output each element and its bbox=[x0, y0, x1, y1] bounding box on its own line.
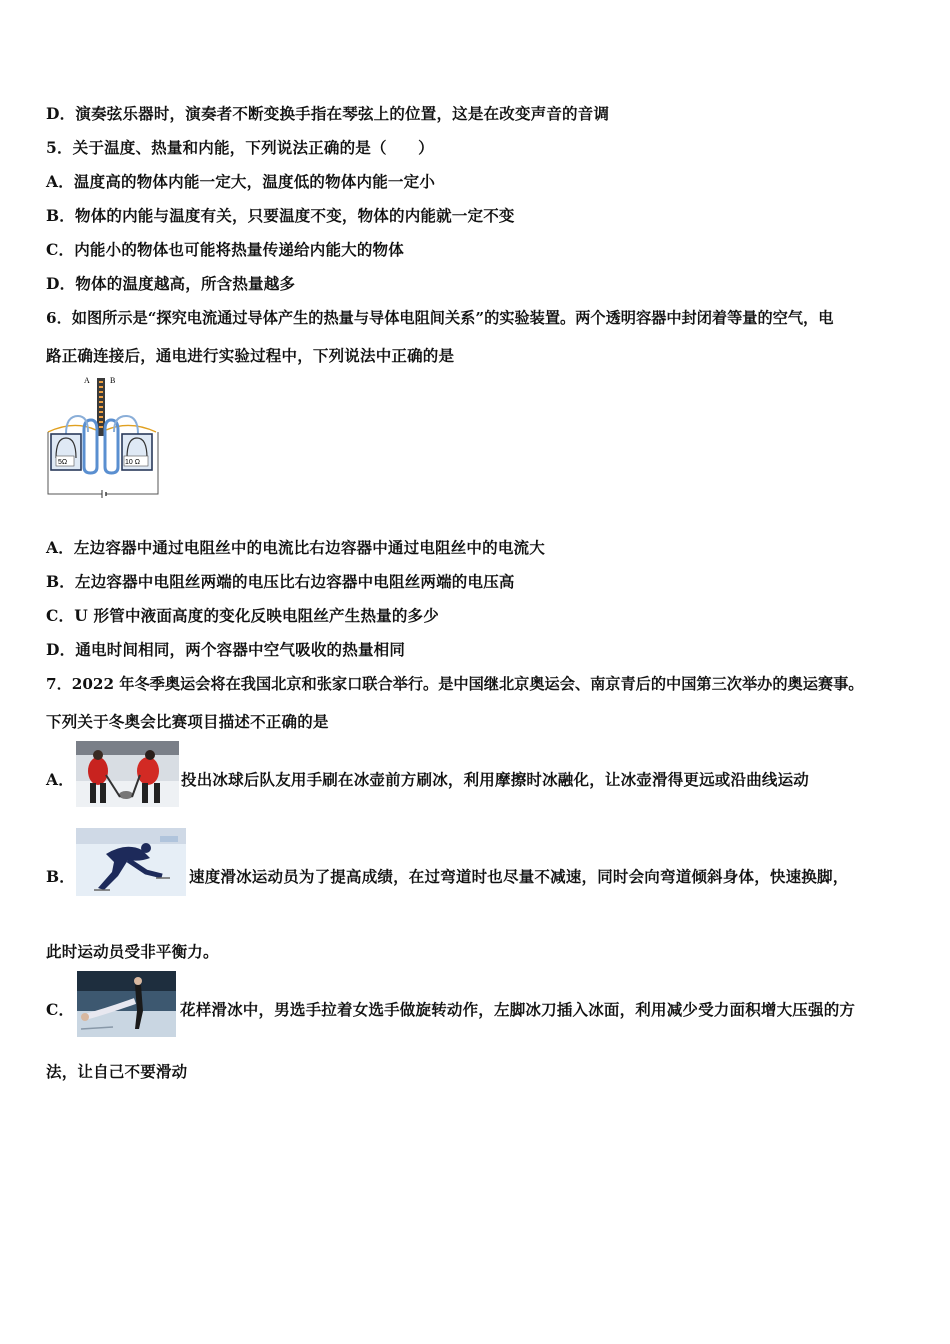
q5-stem: 5．关于温度、热量和内能，下列说法正确的是（ ） bbox=[46, 138, 434, 157]
tube-label-b: B bbox=[110, 376, 116, 385]
q6-option-b: B．左边容器中电阻丝两端的电压比右边容器中电阻丝两端的电压高 bbox=[46, 572, 515, 591]
tube-label-a: A bbox=[84, 376, 90, 385]
resistor-5-label: 5Ω bbox=[58, 459, 68, 466]
q7-option-c-label: C． bbox=[46, 1000, 75, 1019]
speed-skating-photo bbox=[76, 828, 186, 896]
q4-option-d: D．演奏弦乐器时，演奏者不断变换手指在琴弦上的位置，这是在改变声音的音调 bbox=[46, 104, 610, 123]
q7-option-a-label: A． bbox=[46, 770, 74, 789]
resistor-10-label: 10 Ω bbox=[125, 459, 140, 466]
q6-option-c: C．U 形管中液面高度的变化反映电阻丝产生热量的多少 bbox=[46, 606, 439, 625]
q7-option-a-text: 投出冰球后队友用手刷在冰壶前方刷冰，利用摩擦时冰融化，让冰壶滑得更远或沿曲线运动 bbox=[181, 770, 810, 789]
q5-option-b: B．物体的内能与温度有关，只要温度不变，物体的内能就一定不变 bbox=[46, 206, 515, 225]
q7-option-b-text: 速度滑冰运动员为了提高成绩，在过弯道时也尽量不减速，同时会向弯道倾斜身体，快速换脚， bbox=[189, 867, 849, 886]
q5-option-a: A．温度高的物体内能一定大，温度低的物体内能一定小 bbox=[46, 172, 436, 191]
experiment-apparatus-figure bbox=[44, 372, 162, 500]
q6-stem-line2: 路正确连接后，通电进行实验过程中，下列说法中正确的是 bbox=[46, 346, 455, 365]
q7-option-c-text: 花样滑冰中，男选手拉着女选手做旋转动作，左脚冰刀插入冰面，利用减少受力面积增大压强的方 bbox=[180, 1000, 856, 1019]
q7-option-b-continuation: 此时运动员受非平衡力。 bbox=[46, 942, 219, 961]
q6-option-a: A．左边容器中通过电阻丝中的电流比右边容器中通过电阻丝中的电流大 bbox=[46, 538, 545, 557]
q7-option-c-continuation: 法，让自己不要滑动 bbox=[46, 1062, 188, 1081]
q5-option-d: D．物体的温度越高，所含热量越多 bbox=[46, 274, 296, 293]
q5-option-c: C．内能小的物体也可能将热量传递给内能大的物体 bbox=[46, 240, 404, 259]
q6-option-d: D．通电时间相同，两个容器中空气吸收的热量相同 bbox=[46, 640, 406, 659]
q7-stem-line1: 7．2022 年冬季奥运会将在我国北京和张家口联合举行。是中国继北京奥运会、南京青后的中国第三次举办的奥运赛事。 bbox=[46, 675, 864, 693]
q6-stem-line1: 6．如图所示是“探究电流通过导体产生的热量与导体电阻间关系”的实验装置。两个透明容器中封闭着等量的空气，电 bbox=[46, 309, 834, 327]
q7-option-b-label: B． bbox=[46, 867, 76, 886]
curling-photo bbox=[76, 741, 179, 807]
figure-skating-photo bbox=[77, 971, 176, 1037]
q7-stem-line2: 下列关于冬奥会比赛项目描述不正确的是 bbox=[46, 712, 329, 731]
